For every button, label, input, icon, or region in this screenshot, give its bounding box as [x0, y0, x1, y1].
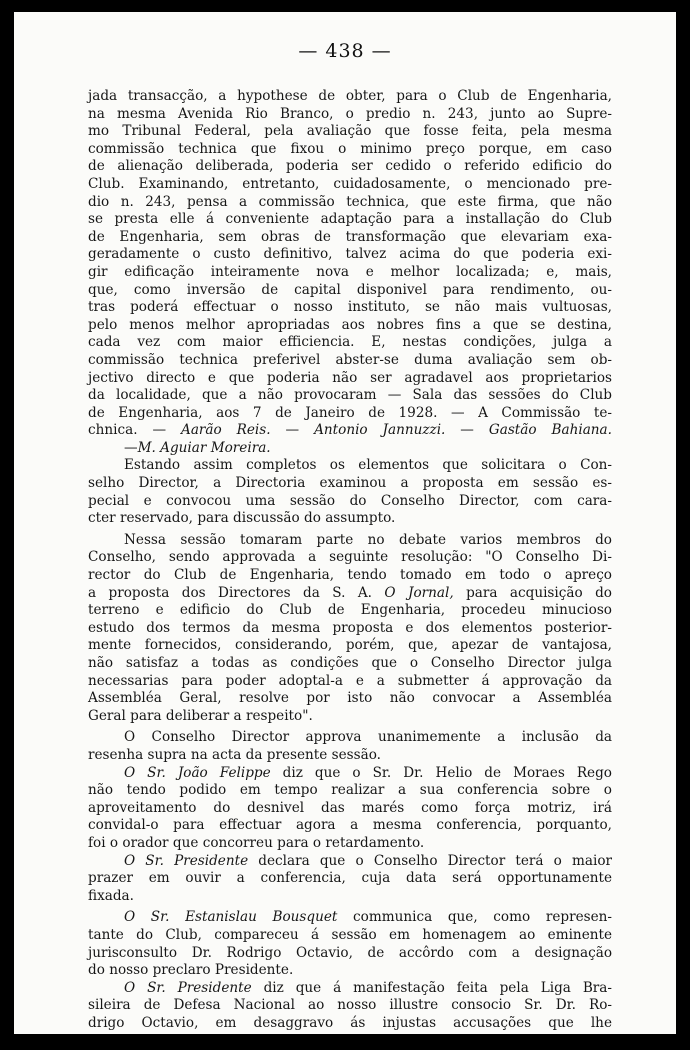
scanned-page — [14, 12, 676, 1034]
italic-name: O Sr. Presidente — [124, 979, 252, 996]
text-segment: declara que o Conselho Director terá o maior — [248, 852, 612, 869]
text-line: que, como inversão de capital disponivel para rendimento, ou- — [88, 281, 612, 298]
text-line: gir edificação inteiramente nova e melhor localizada; e, mais, — [88, 263, 612, 280]
text-line: prazer em ouvir a conferencia, cuja data será opportunamente — [88, 870, 612, 887]
text-segment: chnica. — — [88, 422, 181, 439]
italic-name: Antonio Jannuzzi. — [314, 422, 446, 439]
text-segment: communica que, como represen- — [337, 909, 612, 926]
text-segment: a proposta dos Directores da S. A. — [88, 584, 385, 601]
italic-name: O Jornal, — [384, 584, 454, 601]
text-line — [88, 980, 612, 998]
text-line: não tendo podido em tempo realizar a sua conferencia sobre o — [88, 782, 612, 799]
text-line: Nessa sessão tomaram parte no debate varios membros do — [124, 531, 612, 548]
italic-name: O Sr. Estanislau Bousquet — [124, 909, 338, 926]
text-line: selho Director, a Directoria examinou a proposta em sessão es- — [88, 475, 612, 492]
text-segment: — — [445, 422, 489, 439]
text-line: resenha supra na acta da presente sessão. — [88, 746, 381, 763]
text-line: mo Tribunal Federal, pela avaliação que fosse feita, pela mesma — [88, 123, 612, 140]
text-line: jectivo directo e que poderia não ser agradavel aos proprietarios — [88, 369, 612, 386]
text-segment: diz que o Sr. Dr. Helio de Moraes Rego — [270, 764, 612, 781]
text-line: Club. Examinando, entretanto, cuidadosamente, o mencionado pre- — [88, 175, 612, 192]
text-line: se presta elle á conveniente adaptação para a installação do Club — [88, 211, 612, 228]
text-line: Estando assim completos os elementos que solicitara o Con- — [124, 457, 612, 474]
text-line — [88, 585, 612, 603]
text-line — [88, 440, 612, 458]
text-line — [88, 765, 612, 783]
text-line: da localidade, que a não provocaram — Sala das sessões do Club — [88, 387, 612, 404]
text-line: pelo menos melhor apropriadas aos nobres fins a que se destina, — [88, 316, 612, 333]
text-line — [88, 853, 612, 871]
text-line: necessarias para poder adoptal-a e a submetter á approvação da — [88, 672, 612, 689]
text-line: cada vez com maior efficiencia. E, nestas condições, julga a — [88, 334, 612, 351]
text-line: de alienação deliberada, poderia ser cedido o referido edificio do — [88, 158, 612, 175]
text-line: de Engenharia, sem obras de transformação que elevariam exa- — [88, 228, 612, 245]
text-line: Geral para deliberar a respeito". — [88, 707, 313, 724]
text-line: estudo dos termos da mesma proposta e dos elementos posterior- — [88, 619, 612, 636]
italic-name: Gastão Bahiana. — [488, 422, 612, 439]
text-line: Conselho, sendo approvada a seguinte resolução: "O Conselho Di- — [88, 549, 612, 566]
text-line: jurisconsulto Dr. Rodrigo Octavio, de accôrdo com a designação — [88, 944, 612, 961]
text-line: foi o orador que concorreu para o retardamento. — [88, 834, 425, 851]
text-line: do nosso preclaro Presidente. — [88, 962, 294, 979]
text-line: mente fornecidos, considerando, porém, que, apezar de vantajosa, — [88, 637, 612, 654]
text-line: geradamente o custo definitivo, talvez acima do que poderia exi- — [88, 246, 612, 263]
text-line: commissão technica preferivel abster-se duma avaliação sem ob- — [88, 351, 612, 368]
text-line: dio n. 243, pensa a commissão technica, que este firma, que não — [88, 193, 612, 210]
page-number: — 438 — — [298, 40, 392, 62]
text-line: cter reservado, para discussão do assumpto. — [88, 510, 396, 527]
text-line: O Conselho Director approva unanimemente a inclusão da — [124, 729, 612, 746]
text-line: fixada. — [88, 887, 134, 904]
text-line — [88, 422, 612, 440]
text-line: não satisfaz a todas as condições que o Conselho Director julga — [88, 655, 612, 671]
text-line: drigo Octavio, em desaggravo ás injustas accusações que lhe — [88, 1014, 612, 1031]
text-line: sileira de Defesa Nacional ao nosso illustre consocio Sr. Dr. Ro- — [88, 997, 612, 1014]
text-line: tante do Club, compareceu á sessão em homenagem ao eminente — [88, 926, 612, 943]
text-segment: — — [124, 439, 138, 456]
text-line: na mesma Avenida Rio Branco, o predio n. 243, junto ao Supre- — [88, 105, 612, 122]
text-line: commissão technica que fixou o minimo preço porque, em caso — [88, 140, 612, 157]
text-line: pecial e convocou uma sessão do Conselho Director, com cara- — [88, 492, 612, 509]
text-line — [88, 909, 612, 927]
italic-name: O Sr. Presidente — [124, 852, 249, 869]
text-line: terreno e edificio do Club de Engenharia, procedeu minucioso — [88, 602, 612, 619]
text-segment: para acquisição do — [453, 584, 612, 601]
text-line: jada transacção, a hypothese de obter, para o Club de Engenharia, — [88, 88, 612, 104]
text-line: Assembléa Geral, resolve por isto não convocar a Assembléa — [88, 690, 612, 707]
text-segment: diz que á manifestação feita pela Liga Bra- — [251, 979, 613, 996]
body-text — [88, 88, 612, 1032]
italic-name: Aarão Reis. — [181, 422, 271, 439]
text-line: rector do Club de Engenharia, tendo tomado em todo o apreço — [88, 567, 612, 584]
text-line: convidal-o para effectuar agora a mesma conferencia, porquanto, — [88, 817, 612, 834]
italic-name: M. Aguiar Moreira. — [137, 439, 271, 456]
text-segment: — — [270, 422, 315, 439]
text-line: aproveitamento do desnivel das marés como força motriz, irá — [88, 799, 612, 816]
text-line: de Engenharia, aos 7 de Janeiro de 1928. — A Commissão te- — [88, 404, 612, 421]
text-line: tras poderá effectuar o nosso instituto, se não mais vultuosas, — [88, 299, 612, 316]
italic-name: O Sr. João Felippe — [124, 764, 271, 781]
